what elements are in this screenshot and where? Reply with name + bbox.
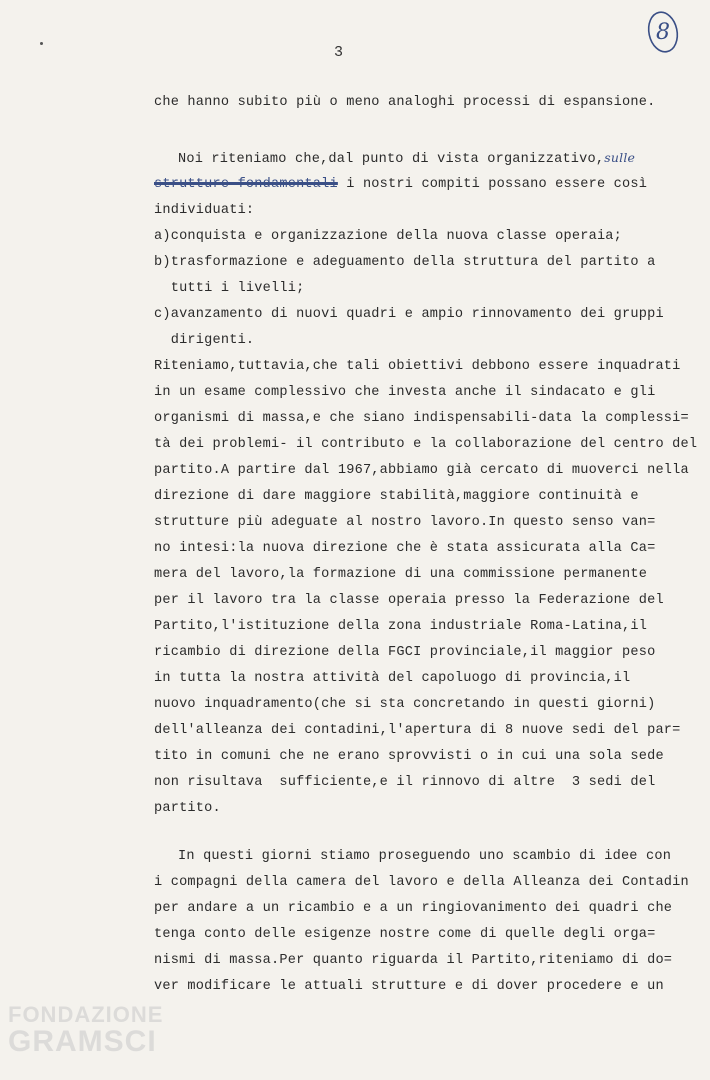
text-line: ver modificare le attuali strutture e di dover procedere e un	[154, 979, 664, 994]
text-line: per andare a un ricambio e a un ringiovanimento dei quadri che	[154, 901, 673, 916]
text-line: ricambio di direzione della FGCI provinciale,il maggior peso	[154, 645, 656, 660]
watermark-line: GRAMSCI	[8, 1025, 157, 1059]
text-line: strutture più adeguate al nostro lavoro.In questo senso van=	[154, 515, 656, 530]
text-line: nuovo inquadramento(che si sta concretando in questi giorni)	[154, 697, 656, 712]
text-line: tenga conto delle esigenze nostre come di quelle degli orga=	[154, 927, 656, 942]
text-line: individuati:	[154, 203, 255, 218]
text-line: Riteniamo,tuttavia,che tali obiettivi debbono essere inquadrati	[154, 359, 681, 374]
text-line: non risultava sufficiente,e il rinnovo di altre 3 sedi del	[154, 775, 656, 790]
handwritten-insert: sulle	[604, 150, 636, 165]
text-line: mera del lavoro,la formazione di una commissione permanente	[154, 567, 648, 582]
text-line	[178, 152, 635, 167]
list-item: b)trasformazione e adeguamento della struttura del partito a	[154, 255, 656, 270]
archive-number: 8	[656, 20, 670, 45]
text-line: in tutta la nostra attività del capoluogo di provincia,il	[154, 671, 631, 686]
text-line: tito in comuni che ne erano sprovvisti o in cui una sola sede	[154, 749, 664, 764]
struck-text: strutture fondamentali	[154, 177, 338, 192]
list-item: c)avanzamento di nuovi quadri e ampio rinnovamento dei gruppi	[154, 307, 664, 322]
text-line: tà dei problemi- il contributo e la collaborazione del centro del	[154, 437, 698, 452]
text-line: che hanno subito più o meno analoghi processi di espansione.	[154, 95, 656, 110]
text-line: Partito,l'istituzione della zona industriale Roma-Latina,il	[154, 619, 648, 634]
text-line: per il lavoro tra la classe operaia presso la Federazione del	[154, 593, 664, 608]
watermark-line: FONDAZIONE	[8, 1002, 164, 1027]
speck	[40, 42, 43, 45]
watermark-logo	[8, 1003, 163, 1058]
text-line: no intesi:la nuova direzione che è stata assicurata alla Ca=	[154, 541, 656, 556]
page-number: 3	[334, 44, 344, 61]
text-line: tutti i livelli;	[154, 281, 305, 296]
text-line: dirigenti.	[154, 333, 255, 348]
text-line	[154, 178, 647, 192]
text-line: dell'alleanza dei contadini,l'apertura di 8 nuove sedi del par=	[154, 723, 681, 738]
text-line: nismi di massa.Per quanto riguarda il Partito,riteniamo di do=	[154, 953, 673, 968]
archive-number-mark	[643, 6, 683, 56]
text-line: i compagni della camera del lavoro e della Alleanza dei Contadin	[154, 875, 689, 890]
text-line: partito.A partire dal 1967,abbiamo già cercato di muoverci nella	[154, 463, 689, 478]
text-segment: i nostri compiti possano essere così	[337, 177, 648, 192]
text-line: organismi di massa,e che siano indispensabili-data la complessi=	[154, 411, 689, 426]
list-item: a)conquista e organizzazione della nuova classe operaia;	[154, 229, 623, 244]
text-line: In questi giorni stiamo proseguendo uno scambio di idee con	[178, 849, 672, 864]
text-line: direzione di dare maggiore stabilità,maggiore continuità e	[154, 489, 639, 504]
text-line: in un esame complessivo che investa anche il sindacato e gli	[154, 385, 656, 400]
text-segment: Noi riteniamo che,dal punto di vista organizzativo,	[178, 152, 605, 167]
text-line: partito.	[154, 801, 221, 816]
